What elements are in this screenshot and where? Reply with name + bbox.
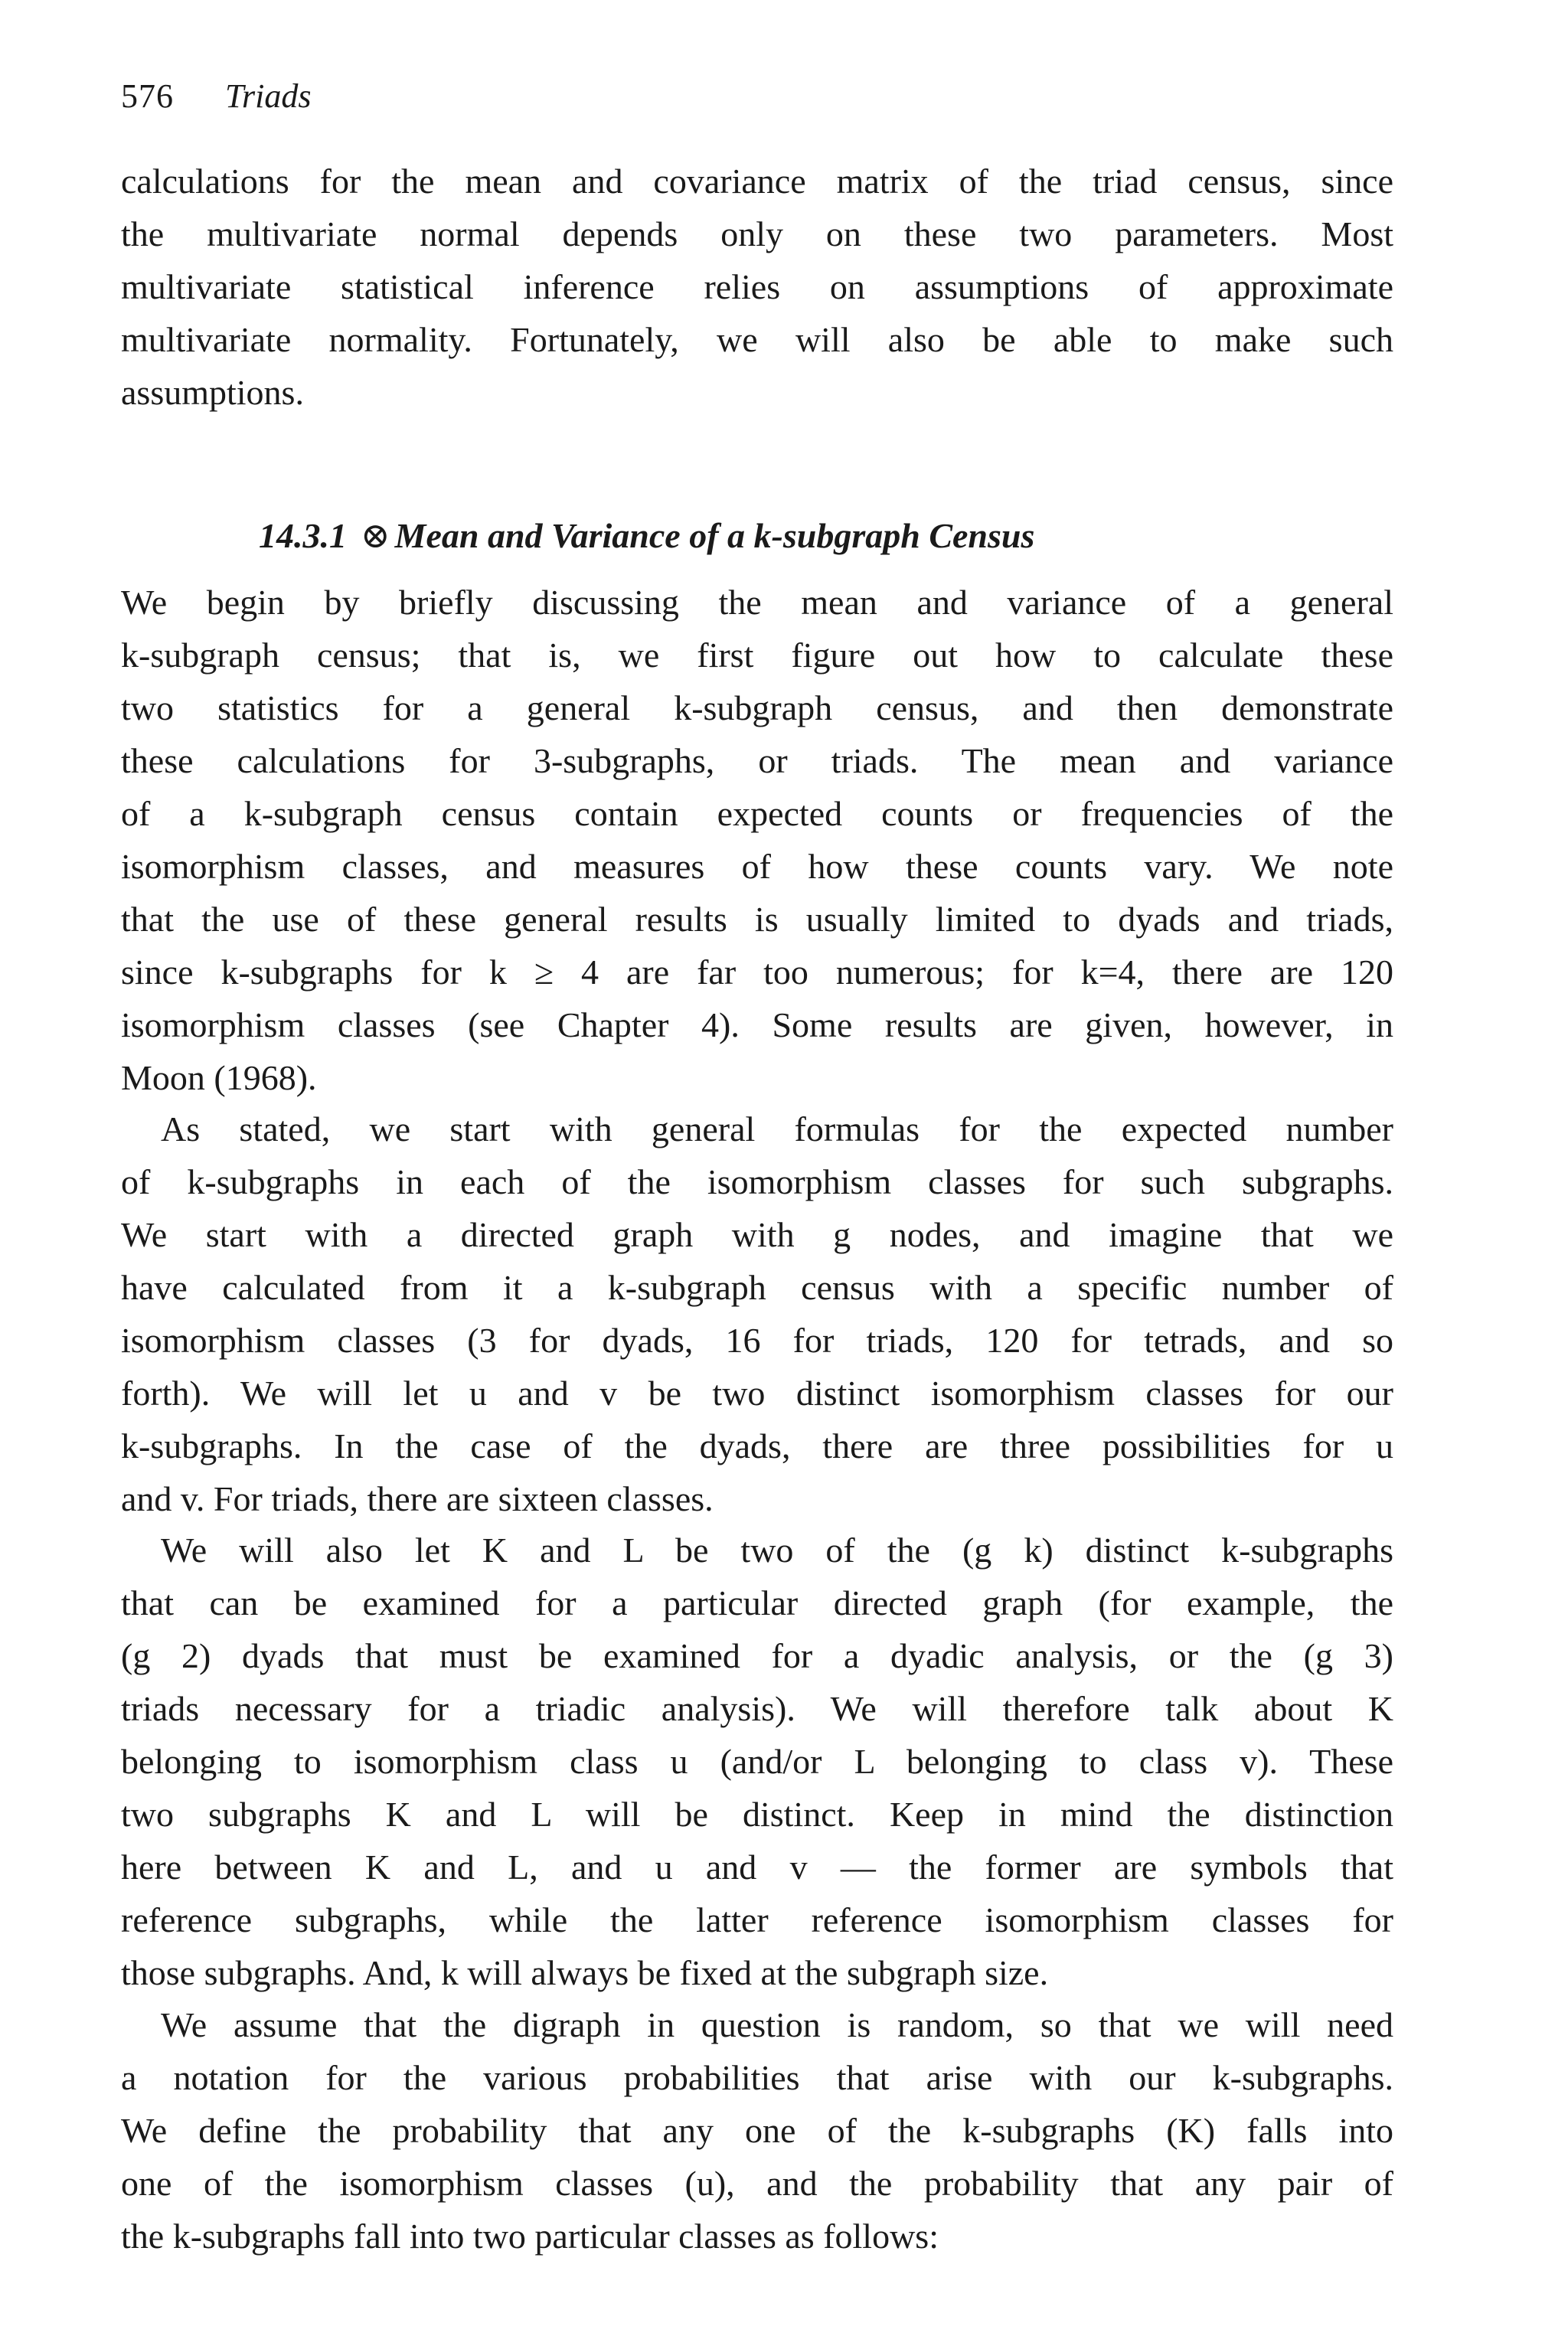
text-line: two statistics for a general k-subgraph census, and then demonstrate [121,688,1393,727]
running-head [121,74,312,119]
text-line: k-subgraph census; that is, we first figure out how to calculate these [121,635,1393,675]
text-line: these calculations for 3-subgraphs, or triads. The mean and variance [121,741,1393,780]
text-line: since k-subgraphs for k ≥ 4 are far too numerous; for k=4, there are 120 [121,952,1393,992]
paragraph [121,1103,1393,1525]
text-line: multivariate normality. Fortunately, we will also be able to make such [121,320,1393,359]
text-line: and v. For triads, there are sixteen classes. [121,1479,714,1518]
text-line: We assume that the digraph in question is random, so that we will need [161,2005,1393,2044]
text-line: isomorphism classes (see Chapter 4). Some results are given, however, in [121,1005,1393,1044]
text-line: that can be examined for a particular directed graph (for example, the [121,1583,1393,1622]
paragraph-block [121,1524,1393,1999]
text-line: We will also let K and L be two of the (g k) distinct k-subgraphs [161,1531,1393,1570]
text-line: k-subgraphs. In the case of the dyads, there are three possibilities for u [121,1426,1393,1465]
text-line: forth). We will let u and v be two distinct isomorphism classes for our [121,1374,1393,1413]
section-number: 14.3.1 [259,516,347,555]
page-number: 576 [121,77,174,115]
paragraph-block [121,1103,1393,1525]
text-line: the k-subgraphs fall into two particular classes as follows: [121,2217,939,2256]
text-line: triads necessary for a triadic analysis). We will therefore talk about K [121,1689,1393,1728]
otimes-icon: ⊗ [361,516,390,555]
text-line: of a k-subgraph census contain expected counts or frequencies of the [121,794,1393,833]
text-line: We start with a directed graph with g nodes, and imagine that we [121,1215,1393,1254]
text-line: a notation for the various probabilities that arise with our k-subgraphs. [121,2058,1393,2097]
text-line: multivariate statistical inference relies on assumptions of approximate [121,267,1393,306]
text-line: We begin by briefly discussing the mean and variance of a general [121,583,1393,622]
paragraph-continuation [121,155,1393,419]
text-line: one of the isomorphism classes (u), and the probability that any pair of [121,2164,1393,2203]
paragraph [121,155,1393,419]
text-line: We define the probability that any one of the k-subgraphs (K) falls into [121,2111,1393,2150]
text-line: isomorphism classes (3 for dyads, 16 for triads, 120 for tetrads, and so [121,1321,1393,1360]
paragraph [121,1998,1393,2262]
paragraph-block [121,1998,1393,2262]
text-line: that the use of these general results is usually limited to dyads and triads, [121,900,1393,939]
section-title: Mean and Variance of a k-subgraph Census [394,516,1035,555]
text-line: assumptions. [121,373,304,412]
text-line: of k-subgraphs in each of the isomorphism classes for such subgraphs. [121,1162,1393,1201]
text-line: reference subgraphs, while the latter reference isomorphism classes for [121,1900,1393,1939]
text-line: have calculated from it a k-subgraph census with a specific number of [121,1268,1393,1307]
text-line: those subgraphs. And, k will always be fixed at the subgraph size. [121,1953,1049,1992]
text-line: here between K and L, and u and v — the former are symbols that [121,1848,1393,1887]
text-line: isomorphism classes, and measures of how these counts vary. We note [121,847,1393,886]
text-line: Moon (1968). [121,1058,317,1097]
paragraph-block [121,576,1393,1104]
paragraph [121,1524,1393,1999]
chapter-title: Triads [225,77,312,115]
paragraph [121,576,1393,1104]
text-line: calculations for the mean and covariance matrix of the triad census, since [121,162,1393,201]
section-heading [259,513,1034,559]
text-line: two subgraphs K and L will be distinct. Keep in mind the distinction [121,1795,1393,1834]
text-line: (g 2) dyads that must be examined for a dyadic analysis, or the (g 3) [121,1636,1393,1675]
text-line: the multivariate normal depends only on these two parameters. Most [121,214,1393,253]
text-line: belonging to isomorphism class u (and/or L belonging to class v). These [121,1742,1393,1781]
text-line: As stated, we start with general formulas for the expected number [161,1109,1393,1148]
